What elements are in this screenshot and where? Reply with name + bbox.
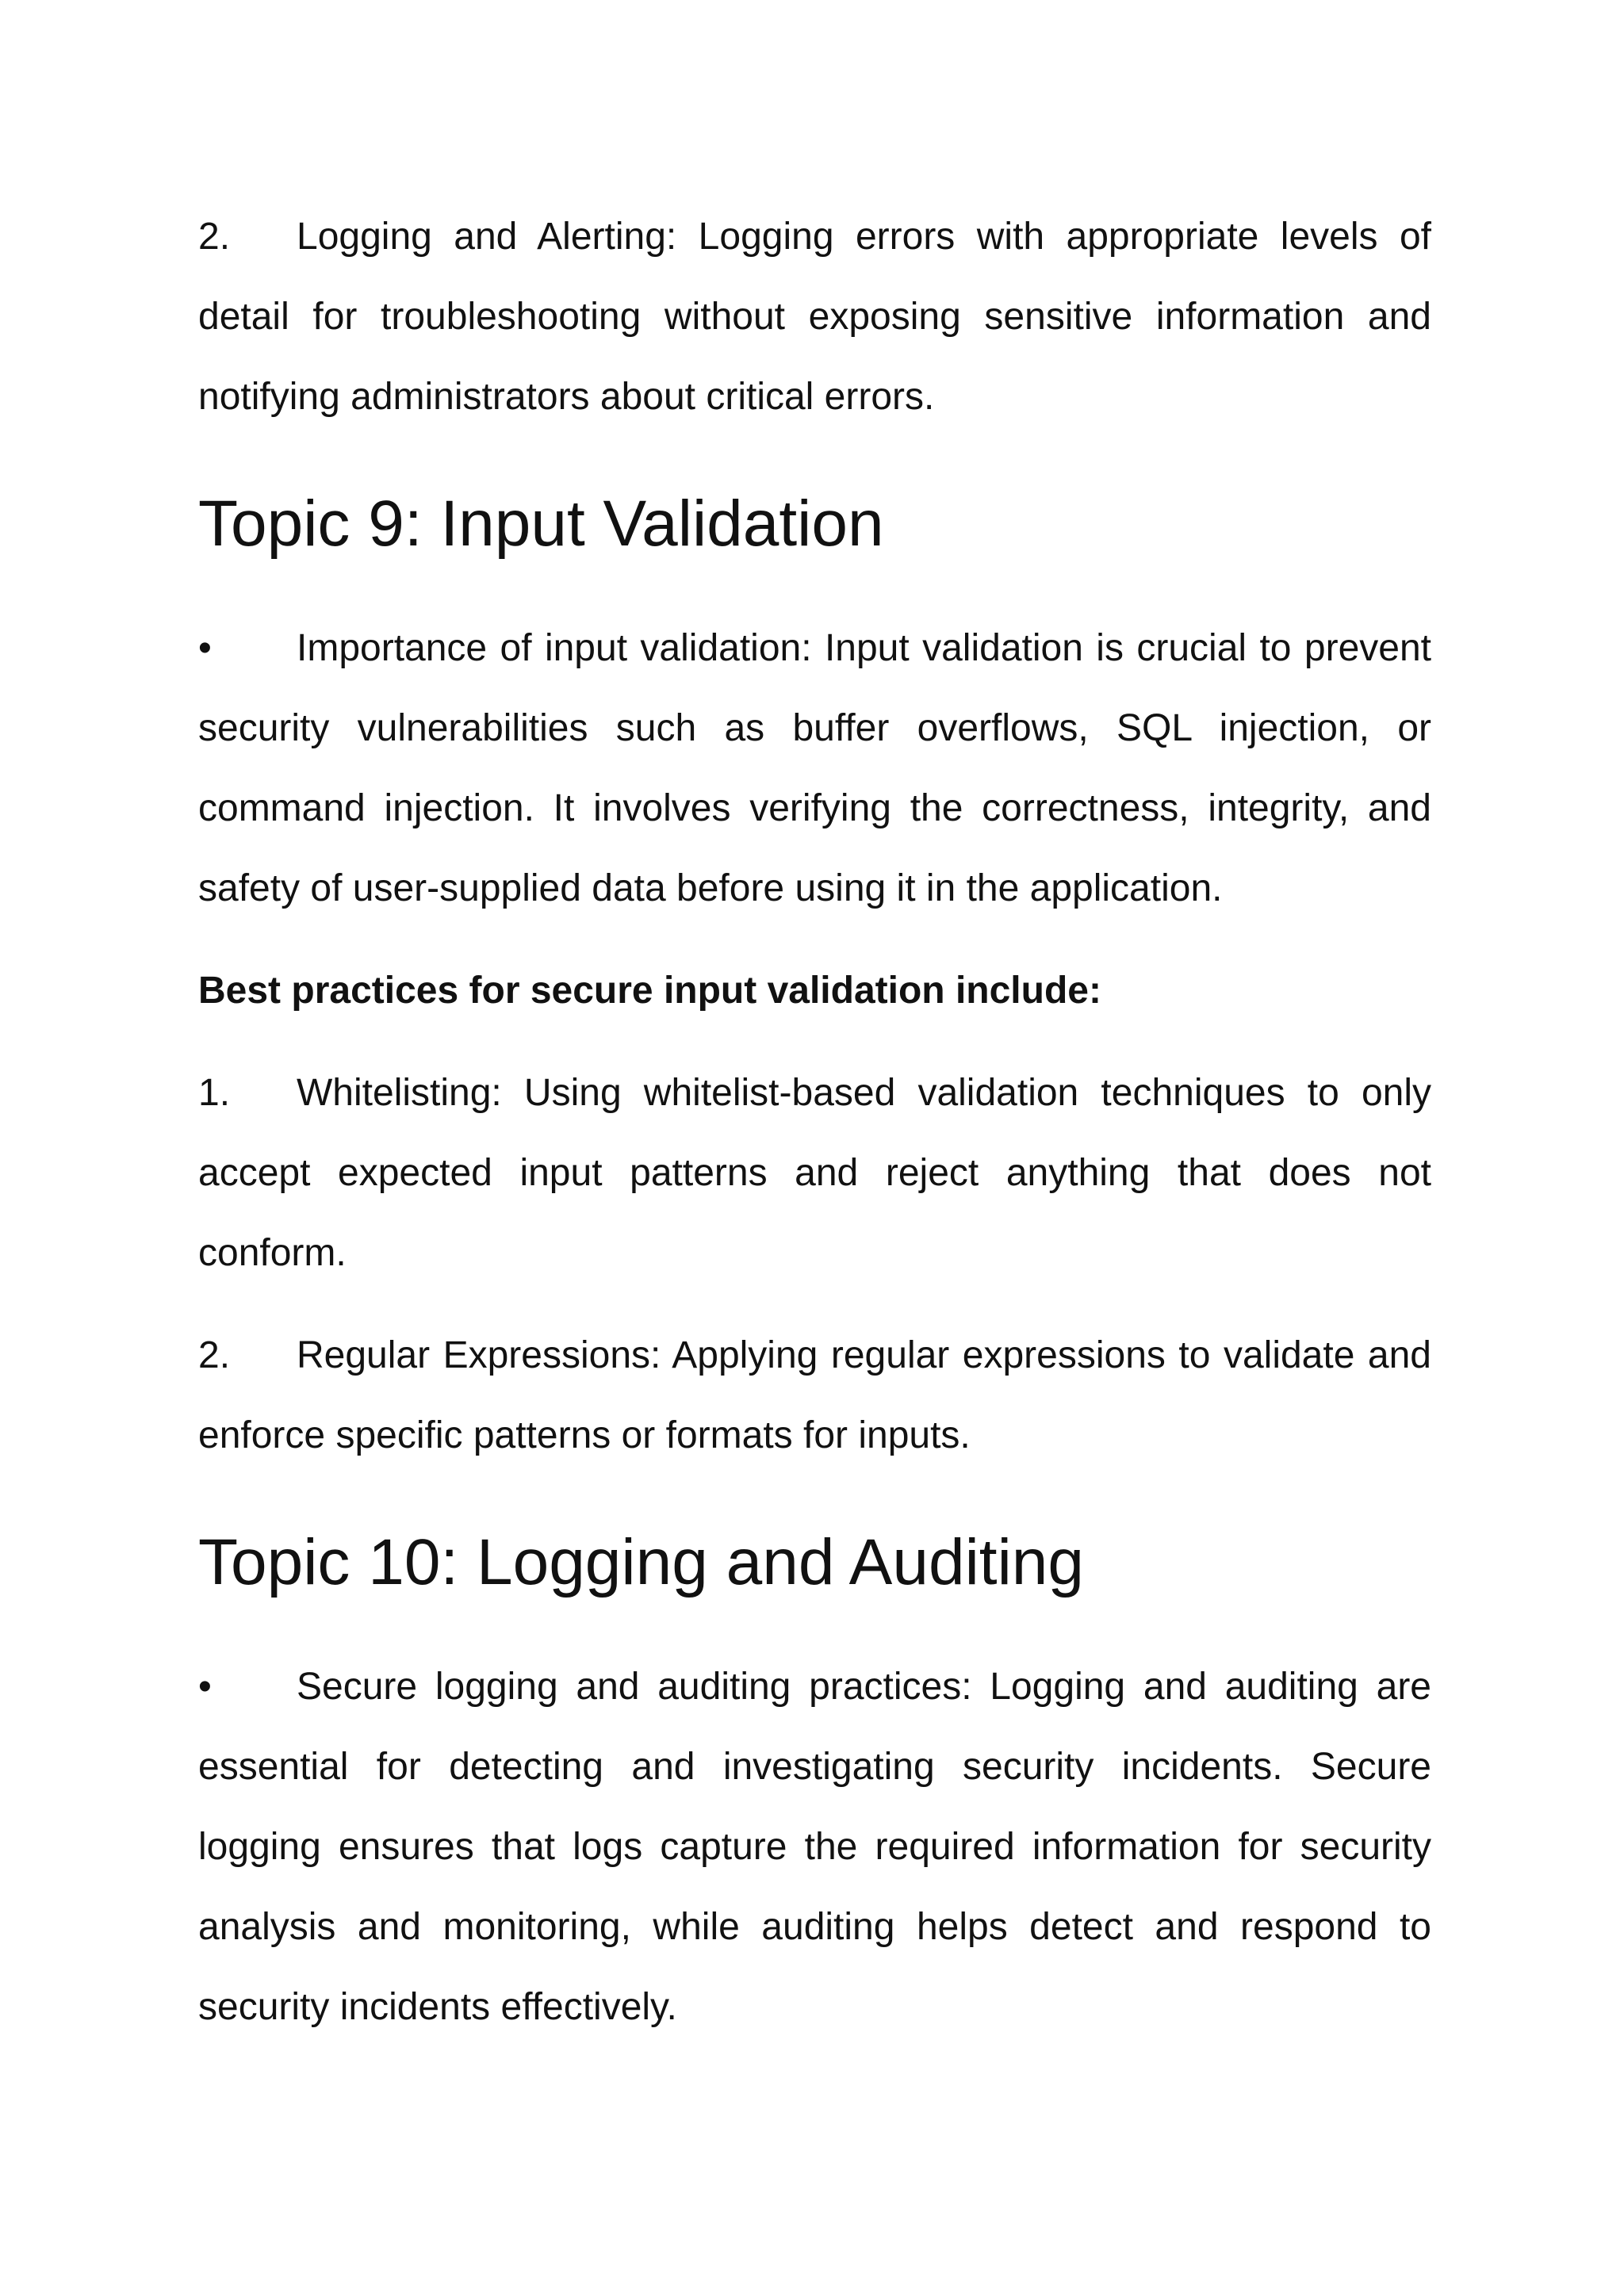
- section-heading-input-validation: Topic 9: Input Validation: [198, 488, 884, 560]
- list-number: 2.: [198, 216, 231, 258]
- paragraph-text: Logging and Alerting: Logging errors with appropriate levels of detail for troubleshooting without exposing sensitive information and notifying administrators about critical errors.: [198, 216, 1431, 418]
- paragraph-text: Secure logging and auditing practices: Logging and auditing are essential for detecting and investigating security incidents. Secure logging ensures that logs capture the required information for security analysis and monitoring, while auditing helps detect and respond to security incidents effectively.: [198, 1666, 1431, 2028]
- list-item-whitelisting: [198, 1053, 1431, 1293]
- paragraph-text: Whitelisting: Using whitelist-based validation techniques to only accept expected input patterns and reject anything that does not conform.: [198, 1072, 1431, 1274]
- list-item-regular-expressions: [198, 1315, 1431, 1475]
- subheading-best-practices: Best practices for secure input validation include:: [198, 970, 1101, 1012]
- bullet-item-secure-logging: [198, 1647, 1431, 2047]
- bullet-item-importance: [198, 608, 1431, 928]
- bullet-marker: •: [198, 1666, 212, 1708]
- paragraph-text: Regular Expressions: Applying regular expressions to validate and enforce specific patterns or formats for inputs.: [198, 1334, 1431, 1456]
- document-page: [198, 197, 1431, 2047]
- section-heading-logging-auditing: Topic 10: Logging and Auditing: [198, 1526, 1085, 1598]
- list-number: 2.: [198, 1334, 231, 1376]
- paragraph-text: Importance of input validation: Input validation is crucial to prevent security vulnerabilities such as buffer overflows, SQL injection, or command injection. It involves verifying the correctness, integrity, and safety of user-supplied data before using it in the application.: [198, 627, 1431, 909]
- list-item-logging-alerting: [198, 197, 1431, 437]
- bullet-marker: •: [198, 627, 212, 669]
- list-number: 1.: [198, 1072, 231, 1114]
